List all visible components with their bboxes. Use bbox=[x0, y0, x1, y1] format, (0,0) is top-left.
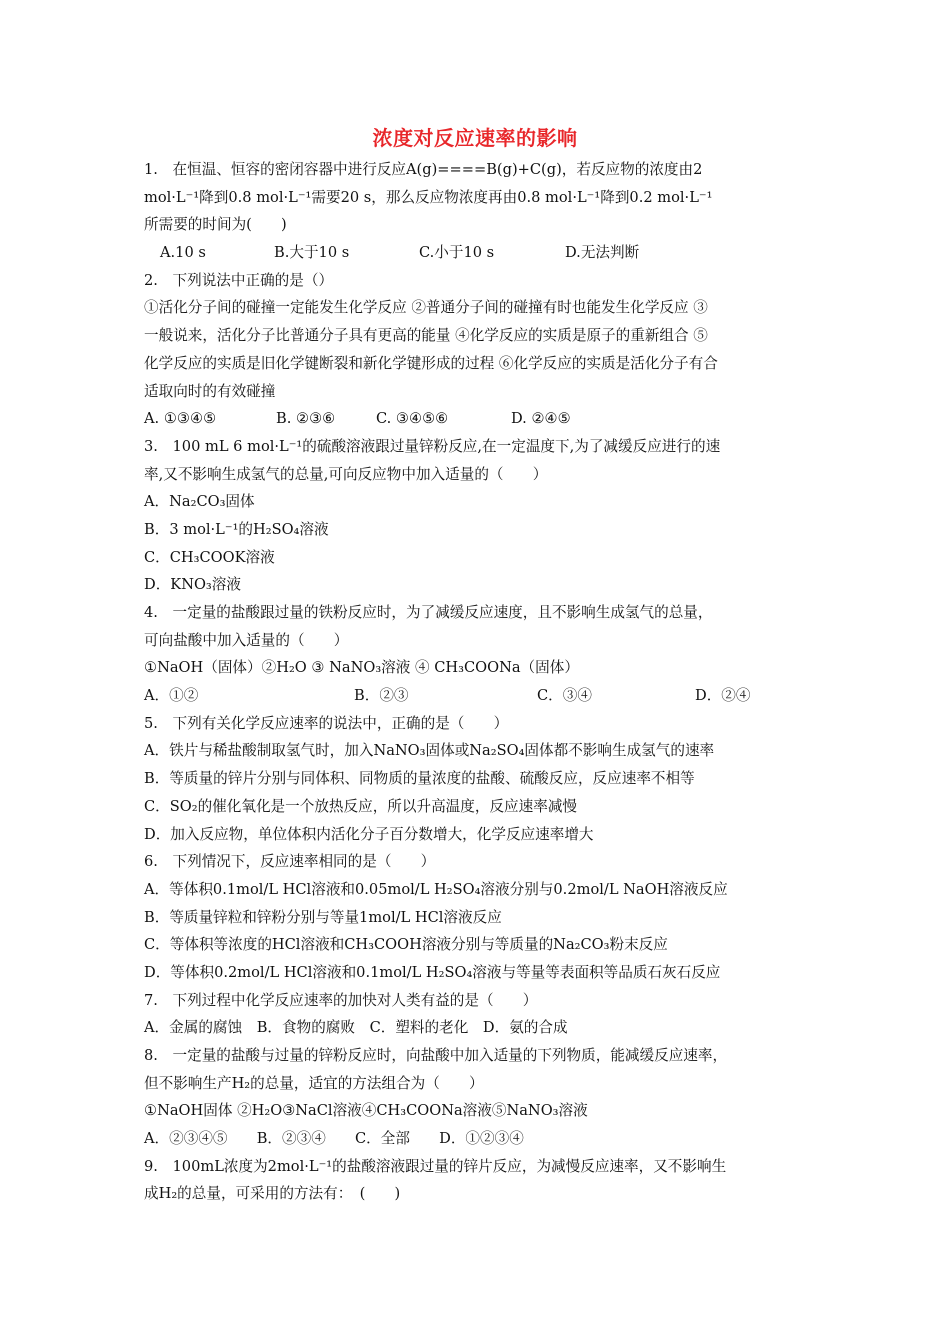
choice-d: D.无法判断 bbox=[565, 244, 640, 262]
text-line: 成H₂的总量，可采用的方法有： ( ) bbox=[144, 1185, 401, 1203]
text-line: 化学反应的实质是旧化学键断裂和新化学键形成的过程 ⑥化学反应的实质是活化分子有合 bbox=[144, 354, 718, 372]
choice-c: C．③④ bbox=[537, 687, 592, 705]
text-line: A．②③④⑤ B．②③④ C．全部 D．①②③④ bbox=[144, 1130, 524, 1148]
text-line: 3. 100 mL 6 mol·L⁻¹的硫酸溶液跟过量锌粉反应,在一定温度下,为了减缓反应进行的速 bbox=[144, 437, 721, 455]
text-line: 适取向时的有效碰撞 bbox=[144, 382, 276, 400]
choice-b: B.大于10 s bbox=[274, 244, 350, 262]
text-line: 率,又不影响生成氢气的总量,可向反应物中加入适量的（ ） bbox=[144, 465, 548, 483]
text-line: C．CH₃COOK溶液 bbox=[144, 548, 275, 566]
text-line: A．铁片与稀盐酸制取氢气时，加入NaNO₃固体或Na₂SO₄固体都不影响生成氢气的速率 bbox=[144, 742, 715, 760]
choice-a: A．①② bbox=[144, 687, 199, 705]
text-line: A．等体积0.1mol/L HCl溶液和0.05mol/L H₂SO₄溶液分别与0.2mol/L NaOH溶液反应 bbox=[144, 880, 728, 898]
choice-d: D. ②④⑤ bbox=[511, 410, 571, 428]
text-line: 所需要的时间为( ) bbox=[144, 216, 287, 234]
question-body bbox=[144, 156, 812, 1208]
text-line: 但不影响生产H₂的总量，适宜的方法组合为（ ） bbox=[144, 1074, 484, 1092]
text-line: 5. 下列有关化学反应速率的说法中，正确的是（ ） bbox=[144, 714, 509, 732]
text-line: ①NaOH（固体）②H₂O ③ NaNO₃溶液 ④ CH₃COONa（固体） bbox=[144, 659, 579, 677]
text-line: D．等体积0.2mol/L HCl溶液和0.1mol/L H₂SO₄溶液与等量等表面积等品质石灰石反应 bbox=[144, 963, 721, 981]
text-line: B．等质量锌粒和锌粉分别与等量1mol/L HCl溶液反应 bbox=[144, 908, 502, 926]
choice-b: B．②③ bbox=[354, 687, 409, 705]
text-line: D．KNO₃溶液 bbox=[144, 576, 241, 594]
text-line: A．金属的腐蚀 B．食物的腐败 C．塑料的老化 D．氨的合成 bbox=[144, 1019, 568, 1037]
text-line: ①活化分子间的碰撞一定能发生化学反应 ②普通分子间的碰撞有时也能发生化学反应 ③ bbox=[144, 299, 708, 317]
text-line: B．等质量的锌片分别与同体积、同物质的量浓度的盐酸、硫酸反应，反应速率不相等 bbox=[144, 770, 695, 788]
text-line: 9. 100mL浓度为2mol·L⁻¹的盐酸溶液跟过量的锌片反应，为减慢反应速率，又不影响生 bbox=[144, 1157, 727, 1175]
text-line: D．加入反应物，单位体积内活化分子百分数增大，化学反应速率增大 bbox=[144, 825, 594, 843]
text-line: A．Na₂CO₃固体 bbox=[144, 493, 255, 511]
text-line: 2. 下列说法中正确的是（） bbox=[144, 271, 334, 289]
q4-choices bbox=[144, 682, 812, 710]
choice-a: A. ①③④⑤ bbox=[144, 410, 217, 428]
choice-c: C. ③④⑤⑥ bbox=[376, 410, 449, 428]
text-line: 7. 下列过程中化学反应速率的加快对人类有益的是（ ） bbox=[144, 991, 538, 1009]
text-line: C．等体积等浓度的HCl溶液和CH₃COOH溶液分别与等质量的Na₂CO₃粉末反应 bbox=[144, 936, 668, 954]
q2-choices bbox=[144, 405, 812, 433]
text-line: mol·L⁻¹降到0.8 mol·L⁻¹需要20 s，那么反应物浓度再由0.8 mol·L⁻¹降到0.2 mol·L⁻¹ bbox=[144, 188, 713, 206]
choice-b: B. ②③⑥ bbox=[276, 410, 336, 428]
choice-a: A.10 s bbox=[160, 244, 206, 262]
text-line: ①NaOH固体 ②H₂O③NaCl溶液④CH₃COONa溶液⑤NaNO₃溶液 bbox=[144, 1102, 588, 1120]
q1-choices bbox=[144, 239, 812, 267]
text-line: 8. 一定量的盐酸与过量的锌粉反应时，向盐酸中加入适量的下列物质，能减缓反应速率， bbox=[144, 1047, 728, 1064]
choice-c: C.小于10 s bbox=[419, 244, 495, 262]
page-title: 浓度对反应速率的影响 bbox=[372, 126, 578, 150]
text-line: 6. 下列情况下，反应速率相同的是（ ） bbox=[144, 853, 436, 871]
text-line: 1. 在恒温、恒容的密闭容器中进行反应A(g)====B(g)+C(g)，若反应物的浓度由2 bbox=[144, 161, 703, 178]
text-line: 可向盐酸中加入适量的（ ） bbox=[144, 631, 349, 649]
text-line: 一般说来，活化分子比普通分子具有更高的能量 ④化学反应的实质是原子的重新组合 ⑤ bbox=[144, 327, 708, 345]
text-line: C．SO₂的催化氧化是一个放热反应，所以升高温度，反应速率减慢 bbox=[144, 797, 578, 815]
choice-d: D．②④ bbox=[695, 687, 751, 705]
text-line: 4. 一定量的盐酸跟过量的铁粉反应时，为了减缓反应速度，且不影响生成氢气的总量， bbox=[144, 604, 713, 621]
text-line: B．3 mol·L⁻¹的H₂SO₄溶液 bbox=[144, 520, 329, 538]
